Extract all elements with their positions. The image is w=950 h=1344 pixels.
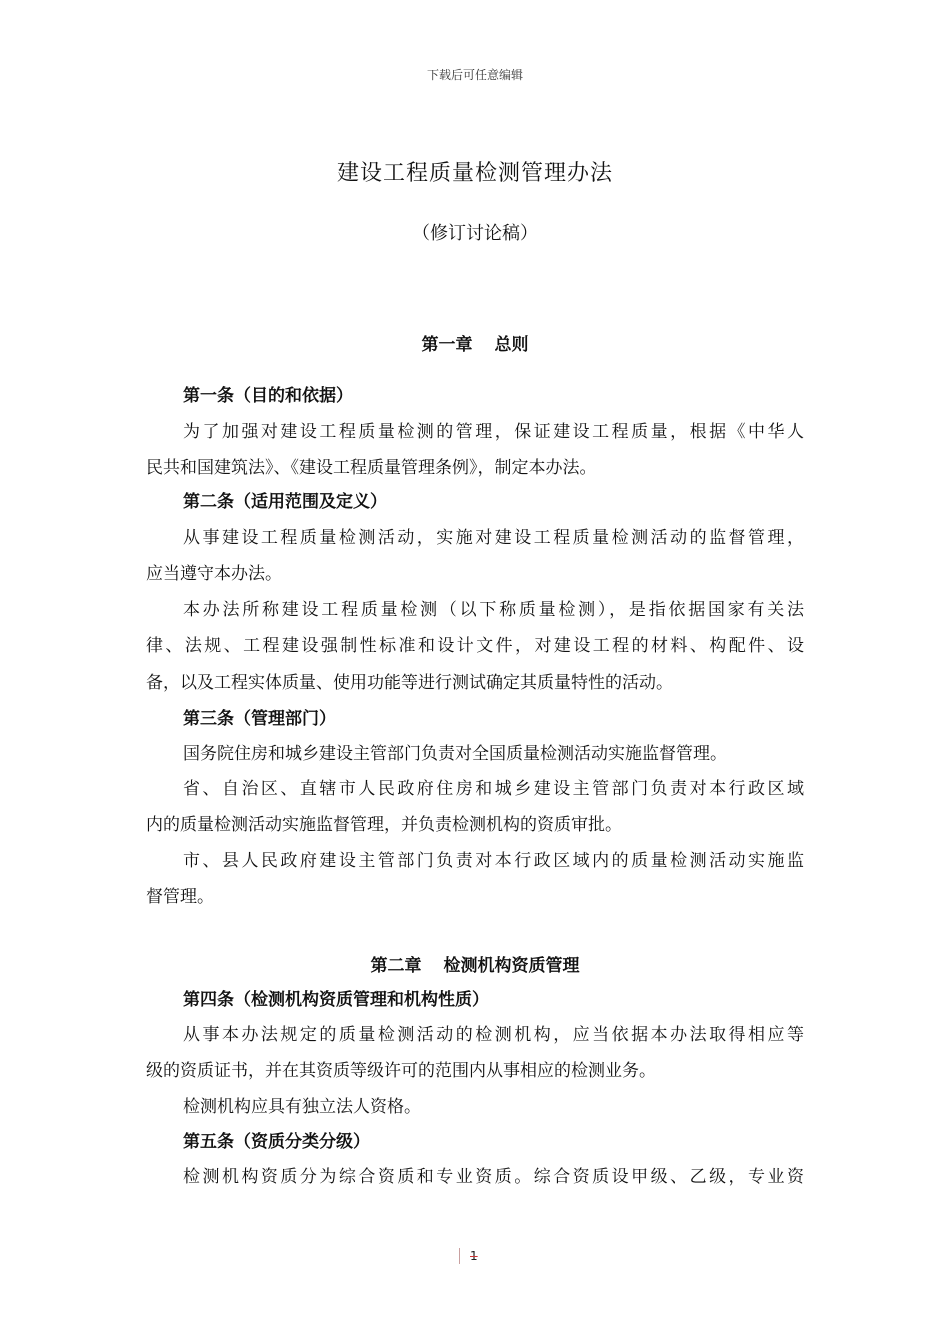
paragraph-line: 民共和国建筑法》、《建设工程质量管理条例》，制定本办法。 xyxy=(146,458,597,478)
chapter-heading-1 xyxy=(0,330,950,355)
chapter-name: 总则 xyxy=(494,335,529,355)
paragraph-line: 本办法所称建设工程质量检测（以下称质量检测），是指依据国家有关法 xyxy=(183,600,804,620)
footer-divider xyxy=(459,1248,460,1264)
chapter-heading-2 xyxy=(0,951,950,976)
paragraph-line: 检测机构应具有独立法人资格。 xyxy=(183,1097,421,1117)
paragraph-line: 从事本办法规定的质量检测活动的检测机构，应当依据本办法取得相应等 xyxy=(183,1025,804,1045)
paragraph-line: 级的资质证书，并在其资质等级许可的范围内从事相应的检测业务。 xyxy=(146,1061,656,1081)
article-heading-3: 第三条（管理部门） xyxy=(183,709,336,729)
paragraph-line: 律、法规、工程建设强制性标准和设计文件，对建设工程的材料、构配件、设 xyxy=(146,636,804,656)
paragraph-line: 应当遵守本办法。 xyxy=(146,564,282,584)
paragraph-line: 从事建设工程质量检测活动，实施对建设工程质量检测活动的监督管理， xyxy=(183,528,804,548)
paragraph-line: 市、县人民政府建设主管部门负责对本行政区域内的质量检测活动实施监 xyxy=(183,851,804,871)
chapter-name: 检测机构资质管理 xyxy=(443,956,580,976)
paragraph-line: 督管理。 xyxy=(146,887,214,907)
header-note: 下载后可任意编辑 xyxy=(426,68,523,82)
document-subtitle: （修订讨论稿） xyxy=(412,223,538,244)
page-number: 1 xyxy=(470,1249,478,1263)
paragraph-line: 省、自治区、直辖市人民政府住房和城乡建设主管部门负责对本行政区域 xyxy=(183,779,804,799)
article-heading-1: 第一条（目的和依据） xyxy=(183,386,353,406)
paragraph-line: 国务院住房和城乡建设主管部门负责对全国质量检测活动实施监督管理。 xyxy=(183,744,727,764)
article-heading-2: 第二条（适用范围及定义） xyxy=(183,492,387,512)
chapter-number: 第一章 xyxy=(421,335,473,355)
document-title: 建设工程质量检测管理办法 xyxy=(336,161,613,186)
paragraph-line: 为了加强对建设工程质量检测的管理，保证建设工程质量，根据《中华人 xyxy=(183,422,804,442)
chapter-number: 第二章 xyxy=(370,956,422,976)
article-heading-4: 第四条（检测机构资质管理和机构性质） xyxy=(183,990,489,1010)
paragraph-line: 内的质量检测活动实施监督管理，并负责检测机构的资质审批。 xyxy=(146,815,622,835)
page-footer xyxy=(459,1247,478,1265)
paragraph-line: 备，以及工程实体质量、使用功能等进行测试确定其质量特性的活动。 xyxy=(146,673,673,693)
paragraph-line: 检测机构资质分为综合资质和专业资质。综合资质设甲级、乙级，专业资 xyxy=(183,1167,804,1187)
article-heading-5: 第五条（资质分类分级） xyxy=(183,1132,370,1152)
